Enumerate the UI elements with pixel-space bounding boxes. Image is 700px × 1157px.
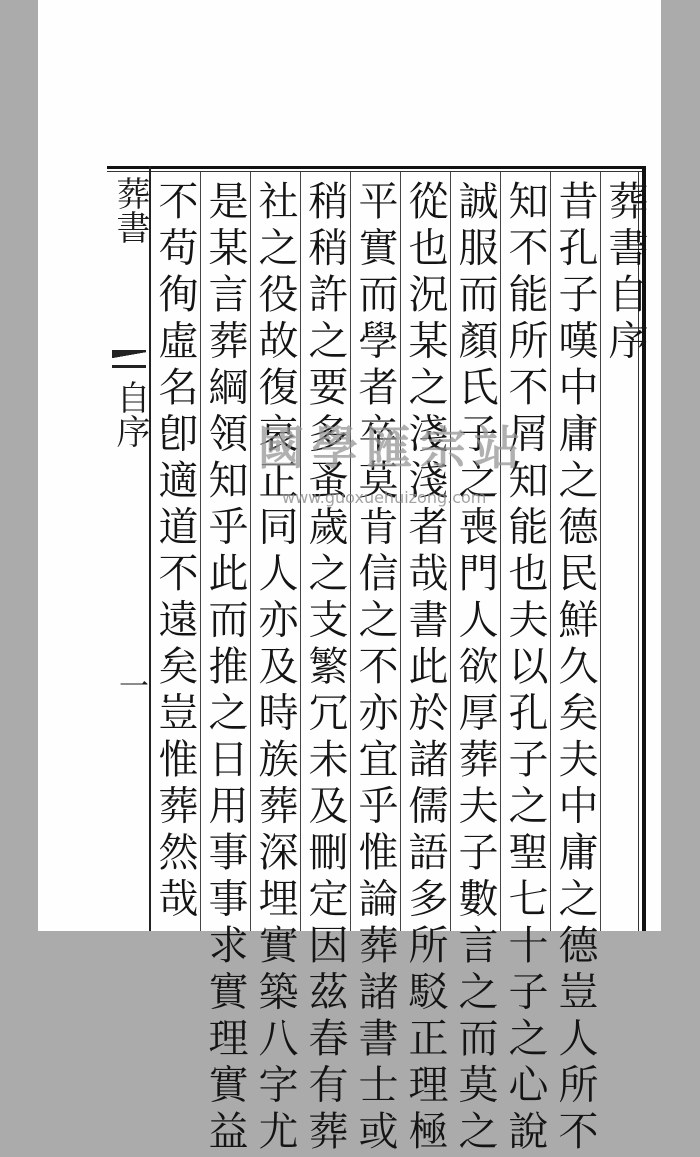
watermark-text: 國學匯宗站 — [258, 421, 528, 475]
banxin-book-title: 葬書 — [110, 176, 150, 244]
column-rule — [550, 172, 551, 931]
watermark-url: www.guoxuehuizong.com — [282, 488, 487, 507]
column-rule — [200, 172, 201, 931]
text-column-8: 是某言葬綱領知乎此而推之日用事事求實理實益 — [202, 180, 248, 1157]
column-rule — [400, 172, 401, 931]
text-column-3: 誠服而顏氏子之喪門人欲厚葬夫子數言之而莫之 — [452, 180, 498, 1157]
banxin-divider — [149, 166, 151, 931]
column-rule — [500, 172, 501, 931]
text-column-4: 從也況某之淺淺者哉書此於諸儒語多所駁正理極 — [402, 180, 448, 1157]
column-rule — [600, 172, 601, 931]
column-rule — [450, 172, 451, 931]
banxin-page-number: 一 — [113, 670, 148, 700]
text-column-5: 平實而學者卒莫肯信之不亦宜乎惟論葬諸書士或 — [352, 180, 398, 1157]
text-column-2: 知不能所不屑知能也夫以孔子之聖七十子之心說 — [502, 180, 548, 1157]
text-column-6: 稍稍許之要多蚤歲之支繁冗未及刪定因茲春有葬 — [302, 180, 348, 1157]
preface-title: 葬書自序 — [602, 180, 648, 366]
book-page — [38, 0, 661, 1157]
banxin-section: 自序 — [110, 380, 150, 448]
fishtail-mark — [112, 350, 146, 362]
column-rule — [250, 172, 251, 931]
text-column-7: 社之役故復哀正同人亦及時族葬深埋實築八字尤 — [252, 180, 298, 1157]
column-rule — [300, 172, 301, 931]
frame-top-border — [107, 166, 646, 169]
column-rule — [350, 172, 351, 931]
text-column-9: 不苟徇虛名卽適道不遠矣豈惟葬然哉 — [152, 180, 198, 924]
text-column-1: 昔孔子嘆中庸之德民鮮久矣夫中庸之德豈人所不 — [552, 180, 598, 1157]
fishtail-line — [112, 365, 146, 368]
frame-top-inner-border — [107, 171, 646, 172]
